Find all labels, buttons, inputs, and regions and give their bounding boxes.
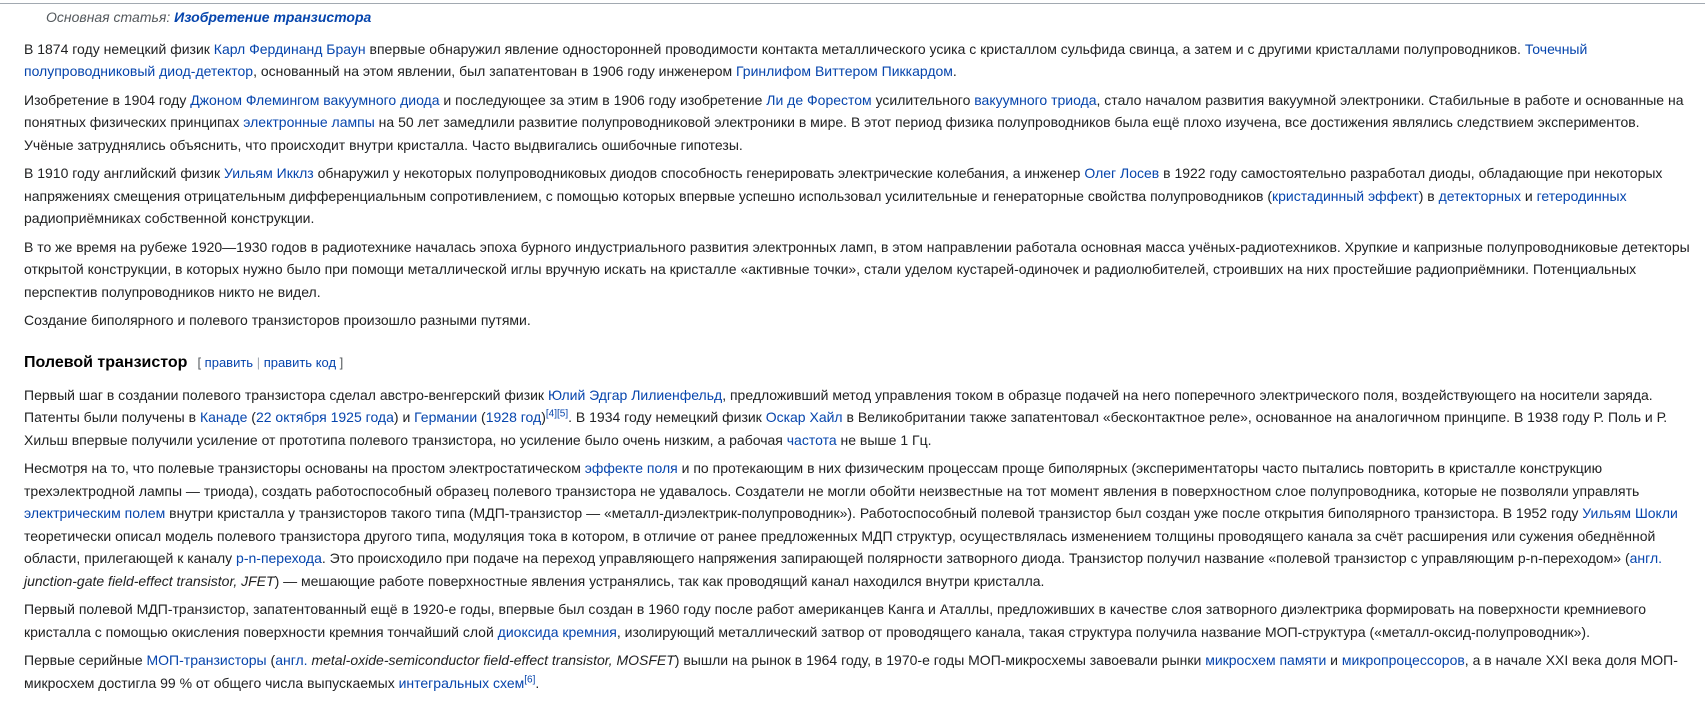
text: ) вышли на рынок в 1964 году, в 1970-е годы МОП-микросхемы завоевали рынки	[674, 652, 1206, 668]
text: Первый шаг в создании полевого транзистора сделал австро-венгерский физик	[24, 386, 548, 403]
text: (	[477, 409, 486, 425]
text: (	[247, 409, 256, 425]
main-article-link[interactable]: Изобретение транзистора	[174, 9, 372, 25]
ref-link-6[interactable]: [6]	[524, 673, 536, 685]
text: в 1922 году самостоятельно разработал диоды, обладающие при некоторых напряжениях смещения отрицательным дифференциальным сопротивлением, с помощью которых впервые успешно использовал усилительные и генераторные свойства полупроводников (	[24, 165, 1663, 204]
link-detector[interactable]: детекторных	[1438, 187, 1522, 204]
link-frequency[interactable]: частота	[786, 431, 837, 448]
edit-link[interactable]: править	[204, 354, 254, 370]
text: и	[1521, 187, 1537, 204]
text: и	[1326, 652, 1342, 668]
link-date-oct-22[interactable]: 22 октября	[255, 409, 327, 425]
bracket-close: ]	[336, 354, 344, 370]
text: ) в	[1418, 187, 1439, 204]
text-italic: metal-oxide-semiconductor field-effect transistor, MOSFET	[307, 652, 675, 668]
link-pn-junction[interactable]: p-n-перехода	[236, 550, 322, 566]
ref-link-5[interactable]: [5]	[557, 408, 569, 420]
link-fleming[interactable]: Джоном Флемингом	[190, 91, 320, 108]
text: не выше 1 Гц.	[836, 431, 932, 448]
text: ) и	[393, 409, 415, 425]
text: .	[535, 674, 540, 691]
text: . Это происходило при подаче на переход управляющего напряжения запирающей полярности затворного диода. Транзистор получил название «полевой транзистор с управляющим p-n-переходом» (	[321, 550, 1630, 566]
link-electric-field[interactable]: электрическим полем	[24, 505, 166, 521]
link-integrated-circuits[interactable]: интегральных схем	[398, 674, 525, 691]
text: (	[266, 652, 276, 668]
link-lilienfeld[interactable]: Юлий Эдгар Лилиенфельд	[547, 386, 723, 403]
link-point-diode[interactable]: Точечный полупроводниковый диод-детектор	[24, 40, 1588, 79]
text: . В 1934 году немецкий физик	[568, 409, 766, 425]
reference-4	[546, 408, 557, 419]
text: .	[952, 63, 957, 79]
link-pickard[interactable]: Гринлифом Виттером Пиккардом	[736, 63, 953, 79]
top-divider	[0, 3, 1705, 4]
edit-separator: |	[253, 354, 264, 370]
link-de-forest[interactable]: Ли де Форестом	[766, 91, 872, 108]
text: , стало началом развития вакуумной электроники. Стабильные в работе и основанные на понятных физических принципах	[24, 91, 1684, 130]
text: Несмотря на то, что полевые транзисторы основаны на простом электростатическом	[24, 460, 585, 476]
text: , а в начале XXI века доля МОП-микросхем достигла 99 % от общего числа выпускаемых	[24, 652, 1678, 691]
link-eccles[interactable]: Уильям Икклз	[223, 165, 314, 181]
link-microprocessors[interactable]: микропроцессоров	[1341, 652, 1465, 668]
text: на 50 лет замедлили развитие полупроводниковой электроники в мире. В этот период физика полупроводников была ещё плохо изучена, все достижения являлись следствием экспериментов. Учёные затруднялись объяснить, что происходит внутри кристалла. Часто выдвигались ошибочные гипотезы.	[24, 114, 1640, 153]
text: В то же время на рубеже 1920—1930 годов в радиотехнике началась эпоха бурного индустриального развития электронных ламп, в этом направлении работала основная масса учёных-радиотехников. Хрупкие и капризные полупроводниковые детекторы открытой конструкции, в которых нужно было при помощи металлической иглы вручную искать на кристалле «активные точки», стали уделом кустарей-одиночек и радиолюбителей, строивших на них простейшие радиоприёмники. Потенциальных перспектив полупроводников никто не видел.	[24, 238, 1690, 300]
article-content	[24, 6, 1692, 700]
paragraph-4	[24, 236, 1692, 304]
paragraph-8	[24, 598, 1692, 643]
text: Изобретение в 1904 году	[24, 91, 191, 108]
text: В 1910 году английский физик	[24, 165, 224, 181]
text: радиоприёмниках собственной конструкции.	[24, 210, 315, 226]
section-heading	[24, 352, 1692, 374]
ref-link-4[interactable]: [4]	[545, 408, 557, 420]
text: усилительного	[871, 91, 975, 108]
link-vacuum-tubes[interactable]: электронные лампы	[243, 114, 375, 130]
paragraph-2	[24, 89, 1692, 157]
link-vacuum-diode[interactable]: вакуумного диода	[323, 91, 440, 108]
text: теоретически описал модель полевого транзистора другого типа, модуляция тока в котором, в отличие от ранее предложенных МДП структур, осуществлялась изменением толщины проводящего канала за счёт расширения или сужения обеднённой области, прилегающей к каналу	[24, 527, 1656, 566]
link-silicon-dioxide[interactable]: диоксида кремния	[497, 623, 617, 640]
link-field-effect[interactable]: эффекте поля	[584, 460, 678, 476]
section-title: Полевой транзистор	[24, 353, 188, 371]
link-memory-chips[interactable]: микросхем памяти	[1205, 652, 1327, 668]
text: Первый полевой МДП-транзистор, запатентованный ещё в 1920-е годы, впервые был создан в 1960 году после работ американцев Канга и Аталлы, предложивших в качестве слоя затворного диэлектрика формировать на поверхности кремниевого кристалла с помощью окисления поверхности кремния тончайший слой	[24, 601, 1647, 640]
hatnote	[24, 6, 1692, 29]
link-year-1928[interactable]: 1928 год	[485, 409, 542, 425]
text: , предложивший метод управления током в образце подачей на него поперечного электрического поля, воздействующего на носители заряда. Патенты были получены в	[24, 386, 1653, 425]
text: и последующее за этим в 1906 году изобретение	[439, 91, 767, 108]
text: впервые обнаружил явление односторонней проводимости контакта металлического усика с кристаллом сульфида свинца, а затем и с другими кристаллами полупроводников.	[365, 40, 1525, 57]
link-heterodyne[interactable]: гетеродинных	[1536, 187, 1627, 204]
text: Первые серийные	[24, 652, 147, 668]
paragraph-6	[24, 384, 1692, 452]
text: , основанный на этом явлении, был запатентован в 1906 году инженером	[253, 63, 736, 79]
link-losev[interactable]: Олег Лосев	[1084, 165, 1160, 181]
link-english-lang[interactable]: англ.	[1629, 550, 1662, 566]
link-heil[interactable]: Оскар Хайл	[765, 409, 843, 425]
link-crystadine[interactable]: кристадинный эффект	[1272, 187, 1419, 204]
text: Создание биполярного и полевого транзисторов произошло разными путями.	[24, 312, 531, 328]
link-year-1925[interactable]: 1925 года	[330, 409, 394, 425]
link-english-lang[interactable]: англ.	[275, 652, 308, 668]
paragraph-1	[24, 38, 1692, 83]
reference-6	[524, 674, 535, 685]
text: обнаружил у некоторых полупроводниковых диодов способность генерировать электрические колебания, а инженер	[313, 165, 1085, 181]
link-braun[interactable]: Карл Фердинанд Браун	[213, 40, 366, 57]
hatnote-prefix: Основная статья:	[46, 9, 175, 25]
paragraph-7	[24, 457, 1692, 592]
edit-section-links	[197, 355, 343, 370]
text-italic: junction-gate field-effect transistor, JFET	[24, 572, 275, 589]
bracket-open: [	[197, 354, 205, 370]
link-shockley[interactable]: Уильям Шокли	[1582, 505, 1678, 521]
text: )	[541, 409, 546, 425]
link-germany[interactable]: Германии	[414, 409, 478, 425]
edit-code-link[interactable]: править код	[263, 354, 337, 370]
text: в Великобритании также запатентовал «бесконтактное реле», основанное на аналогичном принципе. В 1938 году Р. Поль и Р. Хильш впервые получили усиление от прототипа полевого транзистора, но усиление было очень низким, а рабочая	[24, 409, 1668, 448]
text: внутри кристалла у транзисторов такого типа (МДП-транзистор — «металл-диэлектрик-полупроводник»). Работоспособный полевой транзистор был создан уже после открытия биполярного транзистора. В 1952 году	[165, 505, 1583, 521]
paragraph-5	[24, 309, 1692, 332]
text: , изолирующий металлический затвор от проводящего канала, такая структура получила название МОП-структура («металл-оксид-полупроводник»).	[616, 623, 1590, 640]
paragraph-3	[24, 162, 1692, 230]
link-vacuum-triode[interactable]: вакуумного триода	[974, 91, 1097, 108]
link-canada[interactable]: Канаде	[199, 409, 248, 425]
text: и по протекающим в них физическим процессам проще биполярных (экспериментаторы часто пытались повторить в кристалле конструкцию трехэлектродной лампы — триода), создать работоспособный образец полевого транзистора не удавалось. Создатели не могли обойти неизвестные на тот момент явления в поверхностном слое полупроводника, которые не позволяли управлять	[24, 460, 1640, 499]
link-mosfet[interactable]: МОП-транзисторы	[146, 652, 267, 668]
text: В 1874 году немецкий физик	[24, 40, 214, 57]
reference-5	[557, 408, 568, 419]
text: ) — мешающие работе поверхностные явления устранялись, так как проводящий канал находился внутри кристалла.	[274, 572, 1045, 589]
paragraph-9	[24, 649, 1692, 694]
